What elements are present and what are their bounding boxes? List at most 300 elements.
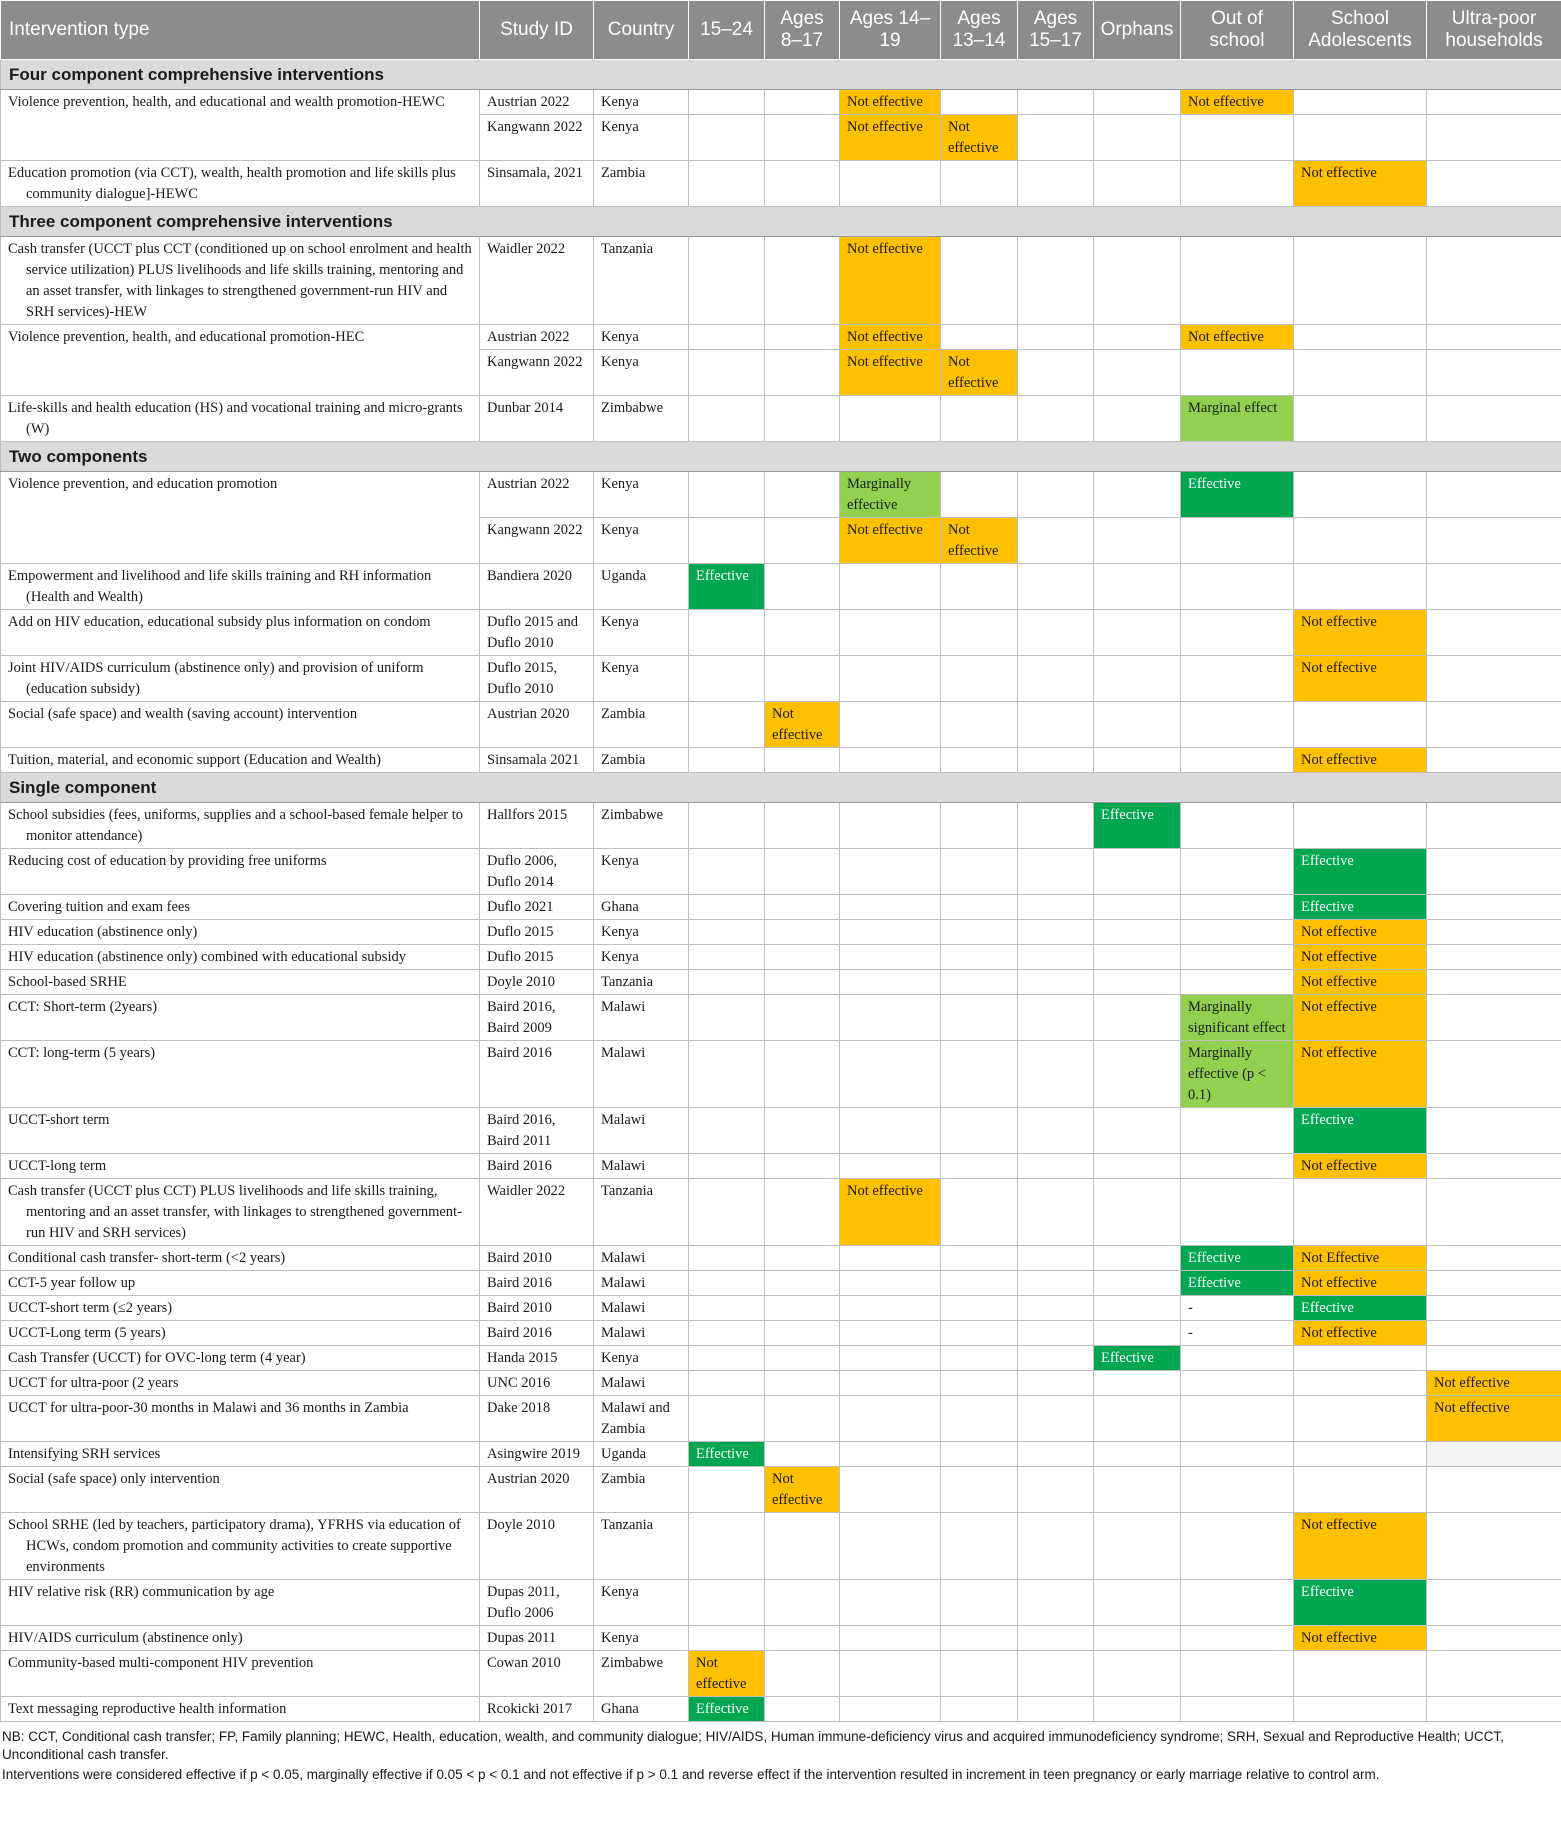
effect-cell [1018, 1321, 1094, 1346]
effect-cell [1427, 748, 1561, 773]
effect-cell [689, 1626, 765, 1651]
effect-cell [765, 1513, 840, 1580]
intervention-cell: Joint HIV/AIDS curriculum (abstinence only) and provision of uniform (education subsidy) [1, 656, 480, 702]
effect-cell [1094, 1271, 1181, 1296]
effect-cell [1181, 115, 1294, 161]
study-id-cell: Duflo 2015 [480, 920, 594, 945]
effect-cell [1181, 1396, 1294, 1442]
effect-cell [840, 1467, 941, 1513]
effect-cell [941, 970, 1018, 995]
effect-cell [1427, 849, 1561, 895]
effect-cell [1018, 1442, 1094, 1467]
effect-cell [765, 1371, 840, 1396]
effect-cell [1181, 945, 1294, 970]
effect-cell [1018, 1371, 1094, 1396]
effect-cell: Marginally effective [840, 472, 941, 518]
effect-cell [840, 1296, 941, 1321]
effect-cell [1094, 702, 1181, 748]
effect-cell [689, 325, 765, 350]
study-id-cell: Duflo 2006, Duflo 2014 [480, 849, 594, 895]
effect-cell [1294, 396, 1427, 442]
study-id-cell: Austrian 2022 [480, 472, 594, 518]
country-cell: Kenya [594, 1580, 689, 1626]
effect-cell [840, 1396, 941, 1442]
effect-cell [1427, 610, 1561, 656]
country-cell: Kenya [594, 1346, 689, 1371]
effect-cell [765, 115, 840, 161]
effect-cell [941, 237, 1018, 325]
effect-cell [1018, 325, 1094, 350]
effect-cell [1094, 115, 1181, 161]
country-cell: Kenya [594, 849, 689, 895]
effect-cell: Not effective [1294, 970, 1427, 995]
country-cell: Zambia [594, 748, 689, 773]
header-ages-8-17: Ages 8–17 [765, 1, 840, 60]
table-row [1, 748, 1561, 773]
country-cell: Kenya [594, 350, 689, 396]
effect-cell [1427, 656, 1561, 702]
effect-cell [941, 1467, 1018, 1513]
study-id-cell: Sinsamala 2021 [480, 748, 594, 773]
country-cell: Kenya [594, 90, 689, 115]
table-row [1, 1371, 1561, 1396]
effect-cell [689, 970, 765, 995]
effect-cell [1094, 748, 1181, 773]
effect-cell [1094, 995, 1181, 1041]
effect-cell [1294, 1179, 1427, 1246]
intervention-cell: Social (safe space) and wealth (saving account) intervention [1, 702, 480, 748]
table-row [1, 945, 1561, 970]
effect-cell: Not effective [1294, 610, 1427, 656]
effect-cell: Not effective [941, 115, 1018, 161]
country-cell: Kenya [594, 1626, 689, 1651]
effect-cell [1427, 1346, 1561, 1371]
effect-cell [1094, 1108, 1181, 1154]
effect-cell [765, 518, 840, 564]
effect-cell [765, 1396, 840, 1442]
effect-cell [840, 1321, 941, 1346]
study-id-cell: Rcokicki 2017 [480, 1697, 594, 1722]
effect-cell [941, 849, 1018, 895]
study-id-cell: Austrian 2022 [480, 90, 594, 115]
effect-cell [1294, 350, 1427, 396]
effect-cell [840, 1371, 941, 1396]
effect-cell [765, 748, 840, 773]
header-out-of-school: Out of school [1181, 1, 1294, 60]
effect-cell [1018, 1396, 1094, 1442]
effect-cell: Effective [1294, 1296, 1427, 1321]
effect-cell [1181, 161, 1294, 207]
effect-cell: Not effective [941, 350, 1018, 396]
effect-cell [1427, 518, 1561, 564]
intervention-cell: Conditional cash transfer- short-term (<2 years) [1, 1246, 480, 1271]
intervention-cell: Cash transfer (UCCT plus CCT (conditioned up on school enrolment and health service utilization) PLUS livelihoods and life skills training, mentoring and an asset transfer, with linkages to strengthened government-run HIV and SRH services)-HEW [1, 237, 480, 325]
study-id-cell: Duflo 2021 [480, 895, 594, 920]
study-id-cell: Dunbar 2014 [480, 396, 594, 442]
effect-cell [941, 1651, 1018, 1697]
effect-cell [689, 1179, 765, 1246]
effect-cell [1427, 161, 1561, 207]
effect-cell [689, 1271, 765, 1296]
effect-cell [1018, 702, 1094, 748]
effect-cell [1427, 472, 1561, 518]
effect-cell [1181, 803, 1294, 849]
effect-cell: Effective [1181, 1271, 1294, 1296]
effect-cell [689, 1467, 765, 1513]
effect-cell [840, 849, 941, 895]
effect-cell [689, 1371, 765, 1396]
effect-cell [689, 90, 765, 115]
effect-cell [765, 1346, 840, 1371]
effect-cell [941, 1442, 1018, 1467]
country-cell: Malawi [594, 995, 689, 1041]
effect-cell [1294, 803, 1427, 849]
effect-cell [765, 1154, 840, 1179]
effect-cell: Effective [1094, 803, 1181, 849]
effect-cell [1181, 610, 1294, 656]
intervention-cell: CCT: long-term (5 years) [1, 1041, 480, 1108]
effect-cell [689, 1580, 765, 1626]
effect-cell [1427, 115, 1561, 161]
effect-cell [689, 748, 765, 773]
effect-cell [765, 472, 840, 518]
effect-cell [1018, 161, 1094, 207]
effect-cell [1181, 518, 1294, 564]
table-row [1, 849, 1561, 895]
effect-cell [840, 1346, 941, 1371]
effect-cell: Not effective [840, 90, 941, 115]
effect-cell [941, 1321, 1018, 1346]
effect-cell [689, 1396, 765, 1442]
effect-cell [941, 1371, 1018, 1396]
intervention-cell: HIV education (abstinence only) [1, 920, 480, 945]
effect-cell [1427, 396, 1561, 442]
study-id-cell: Handa 2015 [480, 1346, 594, 1371]
effect-cell: Effective [1181, 1246, 1294, 1271]
effect-cell [941, 1396, 1018, 1442]
effect-cell: Not effective [1427, 1371, 1561, 1396]
intervention-cell: School-based SRHE [1, 970, 480, 995]
section-header-row [1, 442, 1561, 472]
effect-cell [1427, 1179, 1561, 1246]
country-cell: Kenya [594, 472, 689, 518]
effect-cell [1294, 115, 1427, 161]
header-row [1, 1, 1561, 60]
study-id-cell: Baird 2016, Baird 2011 [480, 1108, 594, 1154]
effect-cell [1094, 610, 1181, 656]
effect-cell [689, 945, 765, 970]
effect-cell [765, 970, 840, 995]
effect-cell [941, 1697, 1018, 1722]
effect-cell [1181, 970, 1294, 995]
effect-cell [1018, 895, 1094, 920]
effect-cell [1181, 656, 1294, 702]
study-id-cell: Baird 2010 [480, 1296, 594, 1321]
country-cell: Zimbabwe [594, 1651, 689, 1697]
country-cell: Uganda [594, 1442, 689, 1467]
effect-cell [689, 1154, 765, 1179]
effect-cell [1094, 849, 1181, 895]
effect-cell [689, 895, 765, 920]
effect-cell [1094, 350, 1181, 396]
effect-cell [689, 920, 765, 945]
effect-cell [941, 90, 1018, 115]
effect-cell [941, 472, 1018, 518]
effect-cell [941, 1154, 1018, 1179]
effect-cell [1094, 161, 1181, 207]
effect-cell [1294, 518, 1427, 564]
study-id-cell: Baird 2010 [480, 1246, 594, 1271]
effect-cell [1427, 1626, 1561, 1651]
header-orphans: Orphans [1094, 1, 1181, 60]
effect-cell [765, 396, 840, 442]
effect-cell [1094, 1651, 1181, 1697]
effect-cell [1018, 610, 1094, 656]
effect-cell [1181, 1651, 1294, 1697]
effect-cell [840, 564, 941, 610]
study-id-cell: Baird 2016, Baird 2009 [480, 995, 594, 1041]
intervention-cell: UCCT-long term [1, 1154, 480, 1179]
intervention-cell: UCCT-Long term (5 years) [1, 1321, 480, 1346]
section-title: Four component comprehensive interventions [1, 60, 1561, 90]
effect-cell: Not effective [1294, 1626, 1427, 1651]
effect-cell: Not effective [1294, 1321, 1427, 1346]
effect-cell [1181, 1154, 1294, 1179]
country-cell: Kenya [594, 610, 689, 656]
effect-cell [840, 656, 941, 702]
effect-cell [689, 237, 765, 325]
effect-cell [1427, 1321, 1561, 1346]
section-header-row [1, 60, 1561, 90]
effect-cell [689, 1108, 765, 1154]
effect-cell [1018, 748, 1094, 773]
study-id-cell: Doyle 2010 [480, 970, 594, 995]
effect-cell [1094, 396, 1181, 442]
table-row [1, 1271, 1561, 1296]
effect-cell [1094, 1321, 1181, 1346]
country-cell: Zambia [594, 702, 689, 748]
study-id-cell: UNC 2016 [480, 1371, 594, 1396]
table-row [1, 1246, 1561, 1271]
table-row [1, 396, 1561, 442]
effect-cell [840, 1626, 941, 1651]
effect-cell [941, 748, 1018, 773]
section-title: Three component comprehensive interventions [1, 207, 1561, 237]
header-ultra-poor-households: Ultra-poor households [1427, 1, 1561, 60]
country-cell: Malawi [594, 1041, 689, 1108]
effect-cell [765, 325, 840, 350]
effect-cell [840, 1651, 941, 1697]
effect-cell: Not effective [765, 702, 840, 748]
effect-cell [1427, 1697, 1561, 1722]
effect-cell [941, 1626, 1018, 1651]
effect-cell [765, 90, 840, 115]
table-row [1, 702, 1561, 748]
effect-cell [1427, 90, 1561, 115]
intervention-cell: Social (safe space) only intervention [1, 1467, 480, 1513]
country-cell: Malawi [594, 1108, 689, 1154]
table-row [1, 995, 1561, 1041]
study-id-cell: Kangwann 2022 [480, 518, 594, 564]
effect-cell [1181, 920, 1294, 945]
effect-cell [1181, 748, 1294, 773]
effect-cell [1018, 1697, 1094, 1722]
effect-cell [1294, 1697, 1427, 1722]
effect-cell [689, 350, 765, 396]
effect-cell [941, 1580, 1018, 1626]
effect-cell [1018, 803, 1094, 849]
country-cell: Kenya [594, 325, 689, 350]
effect-cell [1294, 702, 1427, 748]
study-id-cell: Doyle 2010 [480, 1513, 594, 1580]
country-cell: Kenya [594, 115, 689, 161]
effect-cell [1181, 1179, 1294, 1246]
table-row [1, 1321, 1561, 1346]
effect-cell [1018, 564, 1094, 610]
effect-cell [1427, 1442, 1561, 1467]
header-country: Country [594, 1, 689, 60]
effect-cell [765, 1271, 840, 1296]
effect-cell [689, 849, 765, 895]
effect-cell [1181, 350, 1294, 396]
table-row [1, 1651, 1561, 1697]
effect-cell [1427, 920, 1561, 945]
effect-cell: Not effective [1427, 1396, 1561, 1442]
country-cell: Uganda [594, 564, 689, 610]
effect-cell [941, 1271, 1018, 1296]
table-row [1, 656, 1561, 702]
effect-cell [689, 1321, 765, 1346]
effect-cell [941, 702, 1018, 748]
country-cell: Malawi and Zambia [594, 1396, 689, 1442]
effect-cell [765, 1296, 840, 1321]
intervention-cell: Cash Transfer (UCCT) for OVC-long term (4 year) [1, 1346, 480, 1371]
effect-cell [1018, 656, 1094, 702]
intervention-cell: Education promotion (via CCT), wealth, health promotion and life skills plus community dialogue]-HEWC [1, 161, 480, 207]
effect-cell [1294, 1371, 1427, 1396]
effect-cell [1018, 1346, 1094, 1371]
effect-cell: Not effective [1181, 325, 1294, 350]
effect-cell [1181, 895, 1294, 920]
effect-cell [1018, 970, 1094, 995]
criteria-note: Interventions were considered effective if p < 0.05, marginally effective if 0.05 < p < 0.1 and not effective if p > 0.1 and reverse effect if the intervention resulted in increment in teen pregnancy or early marriage relative to control arm. [2, 1767, 1380, 1782]
effect-cell: Not effective [1294, 656, 1427, 702]
section-header-row [1, 207, 1561, 237]
effect-cell: Not effective [1181, 90, 1294, 115]
country-cell: Tanzania [594, 970, 689, 995]
country-cell: Zimbabwe [594, 803, 689, 849]
table-row [1, 895, 1561, 920]
intervention-cell: UCCT-short term [1, 1108, 480, 1154]
effect-cell [840, 1442, 941, 1467]
effect-cell [1427, 1154, 1561, 1179]
effect-cell: Not effective [1294, 995, 1427, 1041]
effect-cell [840, 945, 941, 970]
country-cell: Zimbabwe [594, 396, 689, 442]
effect-cell [1018, 518, 1094, 564]
effect-cell [1427, 325, 1561, 350]
intervention-cell: HIV education (abstinence only) combined with educational subsidy [1, 945, 480, 970]
intervention-cell: Add on HIV education, educational subsidy plus information on condom [1, 610, 480, 656]
effect-cell [689, 1346, 765, 1371]
intervention-cell: HIV/AIDS curriculum (abstinence only) [1, 1626, 480, 1651]
effect-cell [840, 995, 941, 1041]
country-cell: Kenya [594, 945, 689, 970]
study-id-cell: Cowan 2010 [480, 1651, 594, 1697]
effect-cell [1018, 1179, 1094, 1246]
effect-cell [1018, 350, 1094, 396]
intervention-cell: UCCT for ultra-poor-30 months in Malawi and 36 months in Zambia [1, 1396, 480, 1442]
effect-cell [1094, 472, 1181, 518]
country-cell: Malawi [594, 1371, 689, 1396]
effect-cell [1094, 1371, 1181, 1396]
effect-cell [1094, 90, 1181, 115]
table-row [1, 1296, 1561, 1321]
study-id-cell: Baird 2016 [480, 1271, 594, 1296]
effect-cell [1018, 115, 1094, 161]
effect-cell [1427, 970, 1561, 995]
effect-cell [1294, 1442, 1427, 1467]
effect-cell [840, 1041, 941, 1108]
header-15-24: 15–24 [689, 1, 765, 60]
effect-cell [1094, 1179, 1181, 1246]
effect-cell [840, 1154, 941, 1179]
effect-cell [1427, 564, 1561, 610]
effect-cell [765, 920, 840, 945]
effect-cell [840, 702, 941, 748]
effect-cell [1427, 702, 1561, 748]
effect-cell: Not effective [765, 1467, 840, 1513]
country-cell: Ghana [594, 1697, 689, 1722]
effect-cell [765, 1580, 840, 1626]
effect-cell [1018, 920, 1094, 945]
intervention-cell: Violence prevention, and education promotion [1, 472, 480, 564]
header-ages-13-14: Ages 13–14 [941, 1, 1018, 60]
effect-cell: Not effective [1294, 1513, 1427, 1580]
effect-cell [941, 995, 1018, 1041]
effect-cell [765, 1442, 840, 1467]
effect-cell [765, 849, 840, 895]
effect-cell [689, 803, 765, 849]
effect-cell [941, 325, 1018, 350]
effect-cell [1018, 1467, 1094, 1513]
intervention-cell: Empowerment and livelihood and life skills training and RH information (Health and Wealth) [1, 564, 480, 610]
country-cell: Malawi [594, 1296, 689, 1321]
effect-cell: Effective [1294, 1580, 1427, 1626]
intervention-cell: Reducing cost of education by providing free uniforms [1, 849, 480, 895]
effect-cell [1094, 1513, 1181, 1580]
effect-cell [689, 1296, 765, 1321]
effect-cell [1427, 1580, 1561, 1626]
effect-cell [1094, 1041, 1181, 1108]
effect-cell [1094, 325, 1181, 350]
table-row [1, 1179, 1561, 1246]
effect-cell [1018, 237, 1094, 325]
effect-cell [1294, 237, 1427, 325]
effect-cell: Not effective [689, 1651, 765, 1697]
effect-cell [1018, 1041, 1094, 1108]
effect-cell [1294, 1396, 1427, 1442]
effect-cell: Effective [1181, 472, 1294, 518]
effect-cell: Not effective [840, 1179, 941, 1246]
intervention-cell: UCCT-short term (≤2 years) [1, 1296, 480, 1321]
effect-cell [1427, 803, 1561, 849]
intervention-cell: Tuition, material, and economic support (Education and Wealth) [1, 748, 480, 773]
effect-cell: Marginally significant effect [1181, 995, 1294, 1041]
effect-cell [765, 350, 840, 396]
effect-cell: Not effective [1294, 1041, 1427, 1108]
header-school-adolescents: School Adolescents [1294, 1, 1427, 60]
